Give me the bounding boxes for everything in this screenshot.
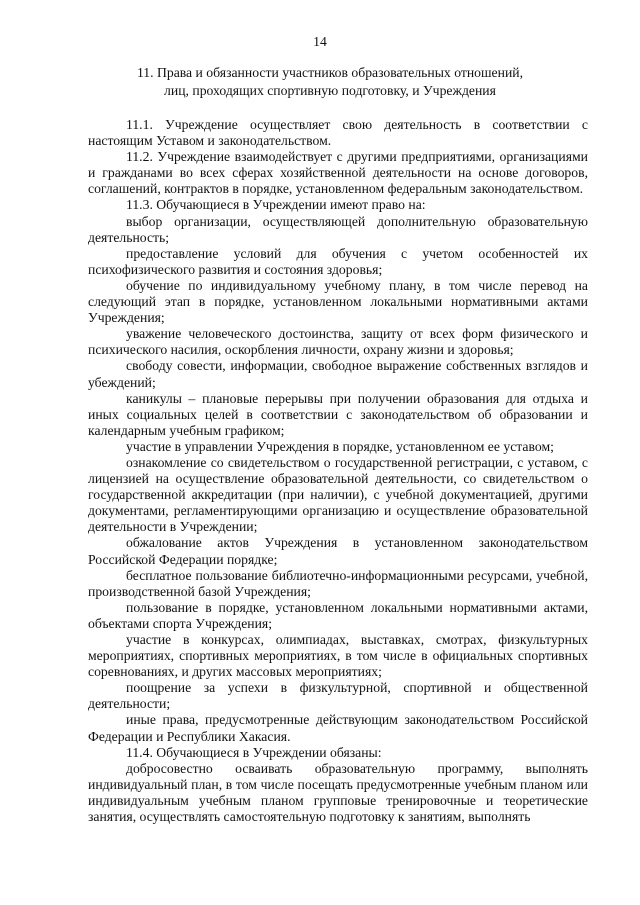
page-number: 14 (313, 34, 327, 49)
paragraph: участие в конкурсах, олимпиадах, выставках, смотрах, физкультурных мероприятиях, спортивных мероприятиях, в том числе в официальных спортивных соревнованиях, и других массовых мероприятиях; (88, 632, 588, 680)
paragraph: ознакомление со свидетельством о государственной регистрации, с уставом, с лицензией на осуществление образовательной деятельности, со свидетельством о государственной аккредитации (при наличии), с учебной документацией, другими документами, регламентирующими организацию и осуществление образовательной деятельности в Учреждении; (88, 454, 588, 535)
paragraph: участие в управлении Учреждения в порядке, установленном ее уставом; (126, 438, 554, 454)
document-body (88, 117, 588, 825)
paragraph: уважение человеческого достоинства, защиту от всех форм физического и психического насилия, оскорбления личности, охрану жизни и здоровья; (88, 326, 588, 358)
paragraph: 11.4. Обучающиеся в Учреждении обязаны: (126, 744, 382, 760)
paragraph: добросовестно осваивать образовательную программу, выполнять индивидуальный план, в том числе посещать предусмотренные учебным планом или индивидуальным учебным планом групповые тренировочные и теоретические занятия, осуществлять самостоятельную подготовку к занятиям, выполнять (88, 760, 588, 825)
paragraph: поощрение за успехи в физкультурной, спортивной и общественной деятельности; (88, 680, 588, 712)
paragraph: пользование в порядке, установленном локальными нормативными актами, объектами спорта Учреждения; (88, 599, 588, 631)
paragraph: бесплатное пользование библиотечно-информационными ресурсами, учебной, производственной базой Учреждения; (88, 567, 588, 599)
paragraph: выбор организации, осуществляющей дополнительную образовательную деятельность; (88, 213, 588, 245)
section-title-line: лиц, проходящих спортивную подготовку, и Учреждения (164, 83, 496, 98)
paragraph: 11.2. Учреждение взаимодействует с другими предприятиями, организациями и гражданами во всех сферах хозяйственной деятельности на основе договоров, соглашений, контрактов в порядке, установленном федеральным законодательством. (88, 149, 588, 197)
paragraph: предоставление условий для обучения с учетом особенностей их психофизического развития и состояния здоровья; (88, 245, 588, 277)
section-title-line: 11. Права и обязанности участников образовательных отношений, (136, 65, 524, 80)
paragraph: свободу совести, информации, свободное выражение собственных взглядов и убеждений; (88, 358, 588, 390)
section-title (100, 64, 560, 100)
paragraph: каникулы – плановые перерывы при получении образования для отдыха и иных социальных целей в соответствии с законодательством об образовании и календарным учебным графиком; (88, 390, 588, 438)
paragraph: иные права, предусмотренные действующим законодательством Российской Федерации и Республики Хакасия. (88, 712, 588, 744)
paragraph: 11.1. Учреждение осуществляет свою деятельность в соответствии с настоящим Уставом и законодательством. (88, 117, 588, 149)
paragraph: обучение по индивидуальному учебному плану, в том числе перевод на следующий этап в порядке, установленном локальными нормативными актами Учреждения; (88, 277, 588, 326)
paragraph: 11.3. Обучающиеся в Учреждении имеют право на: (126, 197, 426, 213)
paragraph: обжалование актов Учреждения в установленном законодательством Российской Федерации порядке; (88, 535, 588, 567)
